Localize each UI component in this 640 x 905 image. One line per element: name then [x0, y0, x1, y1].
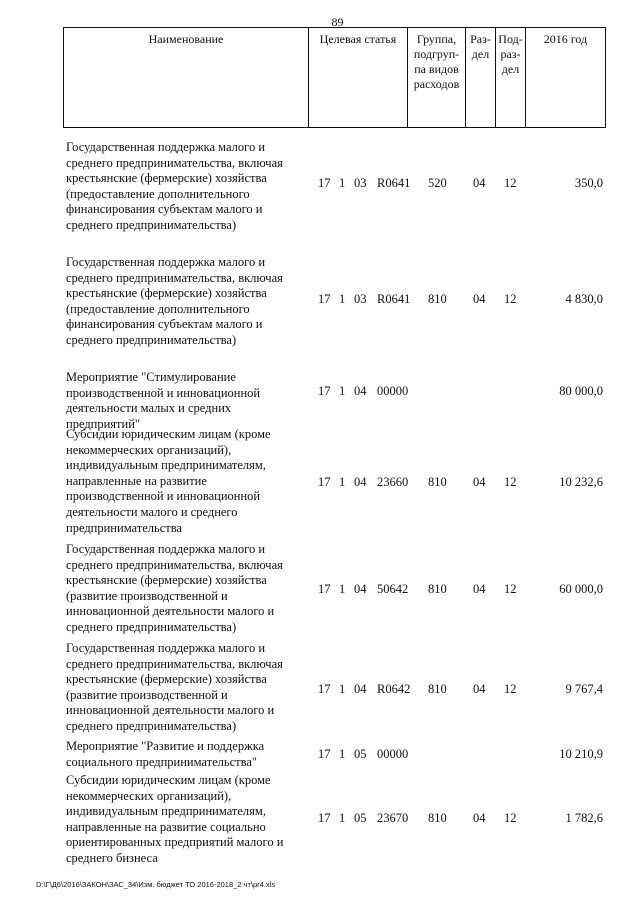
row-name: Субсидии юридическим лицам (кроме некоммерческих организаций), индивидуальным предпринимателям, направленные на развитие социально ориентированных предприятий малого и среднего бизнеса — [66, 773, 284, 865]
row-subsection: 12 — [504, 582, 517, 596]
row-section: 04 — [473, 475, 486, 489]
row-c2: 1 — [339, 682, 346, 696]
row-c3: 04 — [354, 682, 367, 696]
row-c3: 04 — [354, 475, 367, 489]
row-c1: 17 — [318, 811, 331, 825]
row-section: 04 — [473, 682, 486, 696]
row-group: 810 — [428, 811, 447, 825]
row-c1: 17 — [318, 582, 331, 596]
row-c3: 05 — [354, 747, 367, 761]
row-name: Государственная поддержка малого и среднего предпринимательства, включая крестьянские (фермерские) хозяйства (развитие производственной и инновационной деятельности малого и среднего предпринимательства) — [66, 641, 283, 733]
row-c4: 00000 — [377, 384, 409, 398]
header-year: 2016 год — [525, 27, 606, 128]
row-subsection: 12 — [504, 682, 517, 696]
row-group: 810 — [428, 582, 447, 596]
row-amount: 80 000,0 — [559, 384, 603, 398]
row-group: 810 — [428, 682, 447, 696]
row-c1: 17 — [318, 475, 331, 489]
header-section: Раз-дел — [465, 27, 495, 128]
row-name: Государственная поддержка малого и среднего предпринимательства, включая крестьянские (фермерские) хозяйства (развитие производственной и инновационной деятельности малого и среднего предпринимательства) — [66, 542, 283, 634]
header-target-article: Целевая статья — [308, 27, 407, 128]
row-amount: 350,0 — [574, 176, 603, 190]
row-c1: 17 — [318, 747, 331, 761]
row-c3: 05 — [354, 811, 367, 825]
row-subsection: 12 — [504, 475, 517, 489]
row-c3: 04 — [354, 582, 367, 596]
row-amount: 10 210,9 — [559, 747, 603, 761]
row-c3: 03 — [354, 292, 367, 306]
header-expense-group: Группа, подгруп-па видов расходов — [407, 27, 465, 128]
row-name: Мероприятие "Развитие и поддержка социального предпринимательства" — [66, 739, 265, 769]
row-c1: 17 — [318, 292, 331, 306]
row-c1: 17 — [318, 176, 331, 190]
row-amount: 9 767,4 — [565, 682, 603, 696]
page-number: 89 — [331, 15, 344, 29]
row-name: Мероприятие "Стимулирование производственной и инновационной деятельности малых и средних предприятий" — [66, 370, 261, 431]
row-c4: R0642 — [377, 682, 411, 696]
row-c2: 1 — [339, 475, 346, 489]
row-c2: 1 — [339, 292, 346, 306]
row-c4: 23670 — [377, 811, 409, 825]
row-name: Субсидии юридическим лицам (кроме некоммерческих организаций), индивидуальным предпринимателям, направленные на развитие производственной и инновационной деятельности малого и среднего предпринимательства — [66, 427, 271, 535]
row-c2: 1 — [339, 176, 346, 190]
row-section: 04 — [473, 292, 486, 306]
row-c3: 03 — [354, 176, 367, 190]
row-section: 04 — [473, 811, 486, 825]
row-subsection: 12 — [504, 811, 517, 825]
row-c4: R0641 — [377, 176, 411, 190]
row-c1: 17 — [318, 682, 331, 696]
row-group: 520 — [428, 176, 447, 190]
row-group: 810 — [428, 292, 447, 306]
row-c2: 1 — [339, 384, 346, 398]
row-amount: 4 830,0 — [565, 292, 603, 306]
row-c4: 50642 — [377, 582, 409, 596]
header-name: Наименование — [63, 27, 308, 128]
row-amount: 1 782,6 — [565, 811, 603, 825]
row-amount: 60 000,0 — [559, 582, 603, 596]
row-group: 810 — [428, 475, 447, 489]
row-amount: 10 232,6 — [559, 475, 603, 489]
row-c1: 17 — [318, 384, 331, 398]
row-c4: 00000 — [377, 747, 409, 761]
row-name: Государственная поддержка малого и среднего предпринимательства, включая крестьянские (фермерские) хозяйства (предоставление дополнительного финансирования субъектам малого и среднего предпринимательства) — [66, 255, 283, 347]
row-c3: 04 — [354, 384, 367, 398]
footer-file-path: D:\Г\Д6\2016\ЗАКОН\ЗАС_34\Изм. бюджет ТО 2016-2018_2 чт\pr4.xls — [36, 880, 276, 889]
row-c2: 1 — [339, 747, 346, 761]
row-name: Государственная поддержка малого и среднего предпринимательства, включая крестьянские (фермерские) хозяйства (предоставление дополнительного финансирования субъектам малого и среднего предпринимательства) — [66, 140, 283, 232]
row-c2: 1 — [339, 811, 346, 825]
row-subsection: 12 — [504, 176, 517, 190]
header-subsection: Под-раз-дел — [495, 27, 525, 128]
row-section: 04 — [473, 582, 486, 596]
row-section: 04 — [473, 176, 486, 190]
row-subsection: 12 — [504, 292, 517, 306]
row-c2: 1 — [339, 582, 346, 596]
row-c4: R0641 — [377, 292, 411, 306]
row-c4: 23660 — [377, 475, 409, 489]
